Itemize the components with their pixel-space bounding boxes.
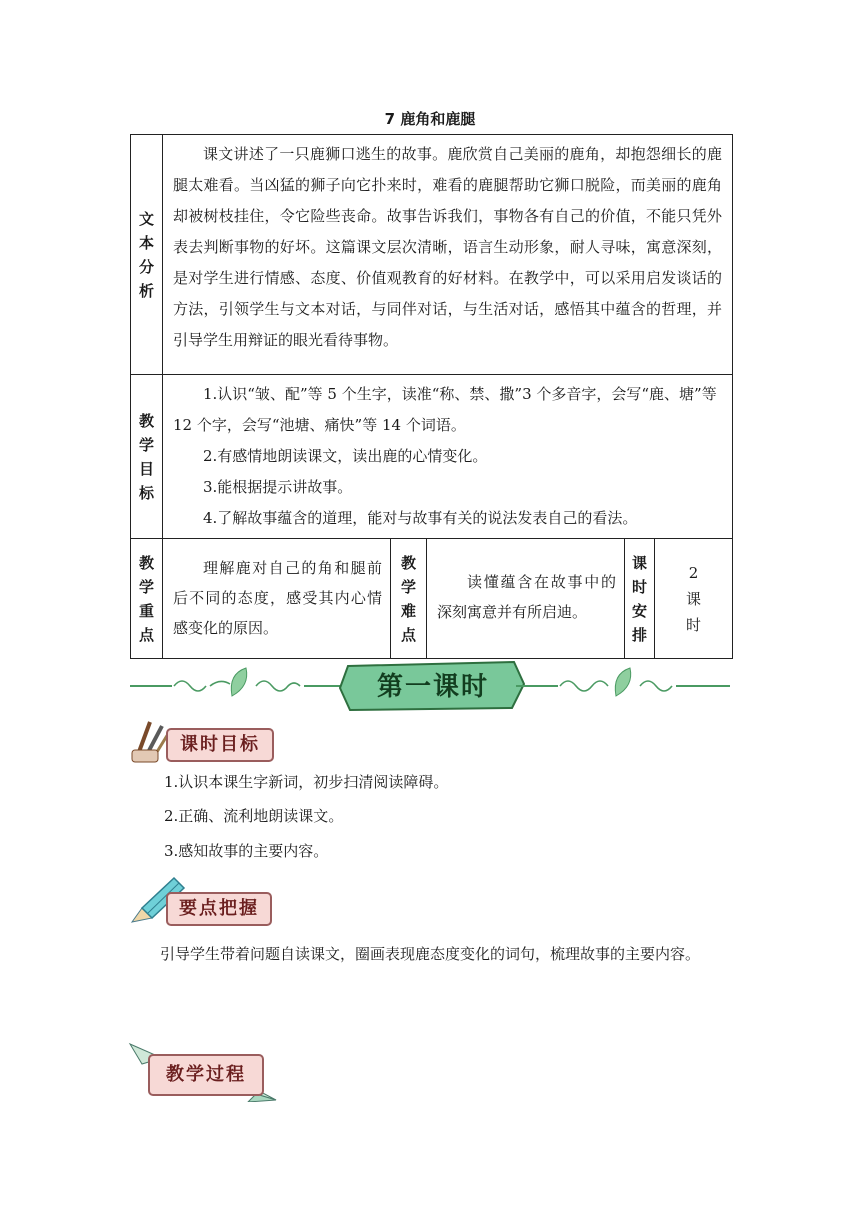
objectives-label: 教 学 目 标: [131, 375, 163, 539]
section-heading-goals: 课时目标: [166, 728, 274, 762]
goal-item: 2.正确、流利地朗读课文。: [164, 807, 344, 825]
section-heading-process: 教学过程: [148, 1054, 264, 1096]
difficulties-text: 读懂蕴含在故事中的深刻寓意并有所启迪。: [427, 539, 625, 659]
goal-item: 1.认识本课生字新词，初步扫清阅读障碍。: [164, 773, 449, 791]
analysis-row: [131, 135, 733, 375]
key-points-label: 教 学 重 点: [131, 539, 163, 659]
lesson-overview-table: [130, 134, 733, 659]
objective-item: 4.了解故事蕴含的道理，能对与故事有关的说法发表自己的看法。: [203, 509, 638, 527]
goal-item: 3.感知故事的主要内容。: [164, 842, 329, 860]
leaf-icon: [615, 668, 630, 696]
objective-item: 2.有感情地朗读课文，读出鹿的心情变化。: [203, 447, 488, 465]
leaf-icon: [231, 668, 246, 696]
objectives-list: [163, 375, 733, 539]
objectives-row: [131, 375, 733, 539]
page-title: 7 鹿角和鹿腿: [384, 110, 476, 128]
schedule-label: 课 时 安 排: [625, 539, 655, 659]
keys-text: 引导学生带着问题自读课文，圈画表现鹿态度变化的词句，梳理故事的主要内容。: [160, 945, 701, 963]
lesson-banner: [128, 652, 732, 716]
schedule-value: 2 课 时: [655, 539, 733, 659]
analysis-label: 文 本 分 析: [131, 135, 163, 375]
points-row: [131, 539, 733, 659]
key-points-text: 理解鹿对自己的角和腿前后不同的态度，感受其内心情感变化的原因。: [163, 539, 391, 659]
objective-item: 1.认识“皱、配”等 5 个生字，读准“称、禁、撒”3 个多音字，会写“鹿、塘”等 12 个字，会写“池塘、痛快”等 14 个词语。: [173, 385, 717, 434]
section-heading-keys: 要点把握: [166, 892, 272, 926]
analysis-text: 课文讲述了一只鹿狮口逃生的故事。鹿欣赏自己美丽的鹿角，却抱怨细长的鹿腿太难看。当凶猛的狮子向它扑来时，难看的鹿腿帮助它狮口脱险，而美丽的鹿角却被树枝挂住，令它险些丧命。故事告诉我们，事物各有自己的价值，不能只凭外表去判断事物的好坏。这篇课文层次清晰，语言生动形象，耐人寻味，寓意深刻，是对学生进行情感、态度、价值观教育的好材料。在教学中，可以采用启发谈话的方法，引领学生与文本对话，与同伴对话，与生活对话，感悟其中蕴含的哲理，并引导学生用辩证的眼光看待事物。: [163, 135, 733, 375]
banner-title: 第一课时: [376, 672, 489, 702]
difficulties-label: 教 学 难 点: [391, 539, 427, 659]
objective-item: 3.能根据提示讲故事。: [203, 478, 353, 496]
